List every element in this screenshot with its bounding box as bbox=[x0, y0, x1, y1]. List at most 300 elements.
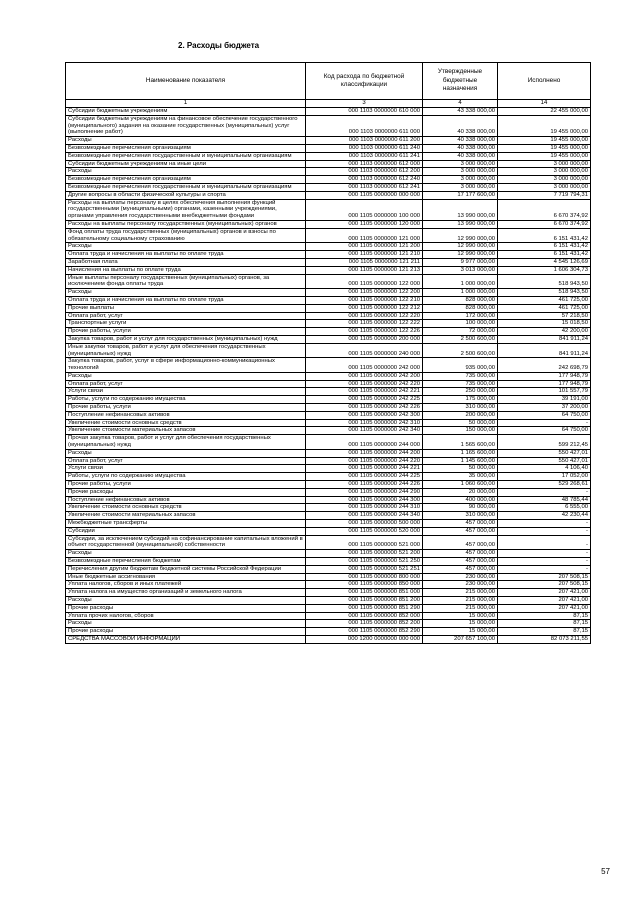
cell-name: Расходы bbox=[66, 597, 306, 605]
cell-approved: 1 000 000,00 bbox=[423, 274, 498, 289]
cell-name: Оплата работ, услуг bbox=[66, 380, 306, 388]
cell-name: Безвозмездные перечисления организациям bbox=[66, 176, 306, 184]
cell-approved: 43 338 000,00 bbox=[423, 108, 498, 116]
table-row bbox=[66, 266, 591, 274]
cell-approved: 457 000,00 bbox=[423, 558, 498, 566]
cell-executed: 3 000 000,00 bbox=[498, 183, 591, 191]
column-number-row bbox=[66, 100, 591, 108]
cell-name: Расходы bbox=[66, 243, 306, 251]
cell-code: 000 1103 0000000 611 240 bbox=[306, 144, 423, 152]
cell-code: 000 1105 0000000 242 310 bbox=[306, 419, 423, 427]
table-row bbox=[66, 488, 591, 496]
cell-name: Увеличение стоимости основных средств bbox=[66, 419, 306, 427]
cell-approved: 15 000,00 bbox=[423, 612, 498, 620]
cell-approved: 172 000,00 bbox=[423, 312, 498, 320]
table-row bbox=[66, 312, 591, 320]
cell-name: Иные выплаты персоналу государственных (муниципальных) органов, за исключением фонда оплаты труда bbox=[66, 274, 306, 289]
cell-code: 000 1105 0000000 122 000 bbox=[306, 274, 423, 289]
table-row bbox=[66, 160, 591, 168]
cell-name: Увеличение стоимости основных средств bbox=[66, 504, 306, 512]
column-number: 3 bbox=[306, 100, 423, 108]
cell-name: Субсидии бюджетным учреждениям bbox=[66, 108, 306, 116]
cell-name: Расходы bbox=[66, 372, 306, 380]
cell-executed: 550 427,01 bbox=[498, 457, 591, 465]
column-number: 14 bbox=[498, 100, 591, 108]
cell-name: Закупка товаров, работ и услуг для государственных (муниципальных) нужд bbox=[66, 335, 306, 343]
cell-code: 000 1105 0000000 851 290 bbox=[306, 604, 423, 612]
cell-approved: 457 000,00 bbox=[423, 520, 498, 528]
cell-executed: 529 268,61 bbox=[498, 481, 591, 489]
cell-approved: 90 000,00 bbox=[423, 504, 498, 512]
page-number: 57 bbox=[601, 867, 610, 876]
cell-name: Услуги связи bbox=[66, 465, 306, 473]
cell-approved: 3 013 000,00 bbox=[423, 266, 498, 274]
cell-code: 000 1105 0000000 122 212 bbox=[306, 304, 423, 312]
cell-approved: 15 000,00 bbox=[423, 628, 498, 636]
cell-approved: 207 657 100,00 bbox=[423, 635, 498, 643]
cell-approved: 935 000,00 bbox=[423, 358, 498, 373]
cell-code: 000 1105 0000000 851 000 bbox=[306, 589, 423, 597]
cell-executed: 6 670 374,92 bbox=[498, 199, 591, 220]
cell-approved: 310 000,00 bbox=[423, 512, 498, 520]
cell-executed: - bbox=[498, 527, 591, 535]
cell-name: Расходы bbox=[66, 449, 306, 457]
table-row bbox=[66, 612, 591, 620]
cell-approved: 215 000,00 bbox=[423, 604, 498, 612]
cell-approved: 3 000 000,00 bbox=[423, 176, 498, 184]
cell-name: Субсидии бюджетным учреждениям на иные цели bbox=[66, 160, 306, 168]
cell-approved: 150 000,00 bbox=[423, 427, 498, 435]
table-row bbox=[66, 108, 591, 116]
cell-approved: 1 000 000,00 bbox=[423, 289, 498, 297]
cell-approved: 12 990 000,00 bbox=[423, 228, 498, 243]
cell-name: Работы, услуги по содержанию имущества bbox=[66, 396, 306, 404]
cell-approved: 828 000,00 bbox=[423, 296, 498, 304]
cell-executed: 6 151 431,42 bbox=[498, 228, 591, 243]
cell-code: 000 1105 0000000 521 250 bbox=[306, 558, 423, 566]
cell-name: Межбюджетные трансферты bbox=[66, 520, 306, 528]
cell-executed: 15 018,50 bbox=[498, 320, 591, 328]
cell-executed: 82 073 211,55 bbox=[498, 635, 591, 643]
cell-executed: - bbox=[498, 419, 591, 427]
cell-executed: 101 557,79 bbox=[498, 388, 591, 396]
table-row bbox=[66, 274, 591, 289]
cell-executed: 207 508,15 bbox=[498, 581, 591, 589]
cell-code: 000 1103 0000000 611 000 bbox=[306, 115, 423, 136]
cell-approved: 12 990 000,00 bbox=[423, 243, 498, 251]
table-row bbox=[66, 152, 591, 160]
cell-executed: 19 455 000,00 bbox=[498, 144, 591, 152]
cell-executed: 64 750,00 bbox=[498, 411, 591, 419]
cell-approved: 50 000,00 bbox=[423, 465, 498, 473]
cell-executed: 518 943,50 bbox=[498, 289, 591, 297]
cell-code: 000 1105 0000000 521 251 bbox=[306, 565, 423, 573]
cell-code: 000 1105 0000000 122 200 bbox=[306, 289, 423, 297]
cell-code: 000 1105 0000000 122 222 bbox=[306, 320, 423, 328]
table-row bbox=[66, 550, 591, 558]
cell-approved: 828 000,00 bbox=[423, 304, 498, 312]
cell-name: Безвозмездные перечисления бюджетам bbox=[66, 558, 306, 566]
cell-approved: 3 000 000,00 bbox=[423, 160, 498, 168]
cell-approved: 40 338 000,00 bbox=[423, 115, 498, 136]
cell-approved: 1 565 600,00 bbox=[423, 435, 498, 450]
table-row bbox=[66, 457, 591, 465]
cell-code: 000 1103 0000000 610 000 bbox=[306, 108, 423, 116]
cell-code: 000 1105 0000000 244 300 bbox=[306, 496, 423, 504]
cell-name: Поступление нефинансовых активов bbox=[66, 411, 306, 419]
section-title: 2. Расходы бюджета bbox=[178, 41, 260, 50]
table-row bbox=[66, 258, 591, 266]
cell-name: Увеличение стоимости материальных запасов bbox=[66, 427, 306, 435]
cell-approved: 2 500 600,00 bbox=[423, 335, 498, 343]
table-row bbox=[66, 504, 591, 512]
cell-name: Прочие расходы bbox=[66, 488, 306, 496]
cell-executed: 17 052,00 bbox=[498, 473, 591, 481]
table-row bbox=[66, 320, 591, 328]
cell-code: 000 1105 0000000 800 000 bbox=[306, 573, 423, 581]
table-row bbox=[66, 388, 591, 396]
cell-executed: 22 455 000,00 bbox=[498, 108, 591, 116]
table-row bbox=[66, 635, 591, 643]
cell-code: 000 1105 0000000 242 226 bbox=[306, 404, 423, 412]
cell-name: Расходы на выплаты персоналу государственных (муниципальных) органов bbox=[66, 220, 306, 228]
table-row bbox=[66, 220, 591, 228]
header-code: Код расхода по бюджетной классификации bbox=[306, 63, 423, 100]
table-row bbox=[66, 435, 591, 450]
cell-executed: 64 750,00 bbox=[498, 427, 591, 435]
cell-name: Прочие расходы bbox=[66, 604, 306, 612]
cell-name: Расходы bbox=[66, 168, 306, 176]
expenditure-table bbox=[65, 62, 591, 644]
cell-executed: 3 000 000,00 bbox=[498, 168, 591, 176]
table-row bbox=[66, 620, 591, 628]
cell-code: 000 1105 0000000 121 211 bbox=[306, 258, 423, 266]
cell-name: Расходы bbox=[66, 620, 306, 628]
table-row bbox=[66, 481, 591, 489]
cell-approved: 72 000,00 bbox=[423, 328, 498, 336]
cell-code: 000 1103 0000000 611 241 bbox=[306, 152, 423, 160]
cell-name: Безвозмездные перечисления государственным и муниципальным организациям bbox=[66, 183, 306, 191]
cell-code: 000 1105 0000000 521 200 bbox=[306, 550, 423, 558]
cell-code: 000 1103 0000000 612 200 bbox=[306, 168, 423, 176]
cell-executed: 42 230,44 bbox=[498, 512, 591, 520]
cell-name: Прочие работы, услуги bbox=[66, 328, 306, 336]
table-row bbox=[66, 144, 591, 152]
cell-name: Закупка товаров, работ, услуг в сфере информационно-коммуникационных технологий bbox=[66, 358, 306, 373]
cell-name: Расходы на выплаты персоналу в целях обеспечения выполнения функций государственными (муниципальными) органами, казенными учреждениями, органами управления государственными внебюджетными фондами bbox=[66, 199, 306, 220]
cell-approved: 3 000 000,00 bbox=[423, 183, 498, 191]
cell-approved: 13 990 000,00 bbox=[423, 220, 498, 228]
cell-name: Другие вопросы в области физической культуры и спорта bbox=[66, 191, 306, 199]
table-row bbox=[66, 199, 591, 220]
column-number: 4 bbox=[423, 100, 498, 108]
cell-name: Фонд оплаты труда государственных (муниципальных) органов и взносы по обязательному социальному страхованию bbox=[66, 228, 306, 243]
cell-code: 000 1105 0000000 242 221 bbox=[306, 388, 423, 396]
cell-executed: 242 698,79 bbox=[498, 358, 591, 373]
table-row bbox=[66, 168, 591, 176]
cell-executed: - bbox=[498, 520, 591, 528]
cell-executed: 7 719 794,31 bbox=[498, 191, 591, 199]
table-row bbox=[66, 328, 591, 336]
table-row bbox=[66, 296, 591, 304]
cell-code: 000 1105 0000000 244 000 bbox=[306, 435, 423, 450]
cell-executed: 841 911,24 bbox=[498, 343, 591, 358]
cell-executed: 461 725,00 bbox=[498, 304, 591, 312]
cell-name: Прочие выплаты bbox=[66, 304, 306, 312]
cell-code: 000 1105 0000000 244 225 bbox=[306, 473, 423, 481]
cell-approved: 13 990 000,00 bbox=[423, 199, 498, 220]
table-row bbox=[66, 573, 591, 581]
cell-code: 000 1105 0000000 521 000 bbox=[306, 535, 423, 550]
cell-executed: - bbox=[498, 565, 591, 573]
table-row bbox=[66, 427, 591, 435]
cell-code: 000 1105 0000000 100 000 bbox=[306, 199, 423, 220]
cell-name: Уплата прочих налогов, сборов bbox=[66, 612, 306, 620]
cell-approved: 457 000,00 bbox=[423, 565, 498, 573]
cell-approved: 215 000,00 bbox=[423, 597, 498, 605]
cell-name: Поступление нефинансовых активов bbox=[66, 496, 306, 504]
cell-executed: 207 508,15 bbox=[498, 573, 591, 581]
cell-name: Оплата труда и начисления на выплаты по оплате труда bbox=[66, 251, 306, 259]
cell-executed: 19 455 000,00 bbox=[498, 137, 591, 145]
cell-approved: 35 000,00 bbox=[423, 473, 498, 481]
cell-approved: 40 338 000,00 bbox=[423, 144, 498, 152]
cell-code: 000 1105 0000000 500 000 bbox=[306, 520, 423, 528]
cell-executed: 6 670 374,92 bbox=[498, 220, 591, 228]
cell-approved: 457 000,00 bbox=[423, 550, 498, 558]
table-row bbox=[66, 520, 591, 528]
cell-name: Оплата работ, услуг bbox=[66, 457, 306, 465]
cell-name: Прочие работы, услуги bbox=[66, 404, 306, 412]
cell-code: 000 1105 0000000 244 310 bbox=[306, 504, 423, 512]
cell-code: 000 1103 0000000 612 000 bbox=[306, 160, 423, 168]
cell-approved: 230 000,00 bbox=[423, 573, 498, 581]
table-row bbox=[66, 380, 591, 388]
cell-code: 000 1105 0000000 000 000 bbox=[306, 191, 423, 199]
cell-approved: 200 000,00 bbox=[423, 411, 498, 419]
table-row bbox=[66, 604, 591, 612]
cell-executed: 48 785,44 bbox=[498, 496, 591, 504]
cell-name: Начисления на выплаты по оплате труда bbox=[66, 266, 306, 274]
cell-executed: - bbox=[498, 535, 591, 550]
cell-executed: 87,15 bbox=[498, 612, 591, 620]
cell-executed: 87,15 bbox=[498, 628, 591, 636]
header-executed: Исполнено bbox=[498, 63, 591, 100]
cell-name: Уплата налога на имущество организаций и земельного налога bbox=[66, 589, 306, 597]
column-number: 1 bbox=[66, 100, 306, 108]
cell-approved: 230 000,00 bbox=[423, 581, 498, 589]
cell-approved: 20 000,00 bbox=[423, 488, 498, 496]
cell-executed: 518 943,50 bbox=[498, 274, 591, 289]
cell-approved: 310 000,00 bbox=[423, 404, 498, 412]
cell-code: 000 1105 0000000 520 000 bbox=[306, 527, 423, 535]
cell-name: СРЕДСТВА МАССОВОЙ ИНФОРМАЦИИ bbox=[66, 635, 306, 643]
cell-executed: 3 000 000,00 bbox=[498, 160, 591, 168]
table-row bbox=[66, 411, 591, 419]
cell-approved: 400 000,00 bbox=[423, 496, 498, 504]
cell-executed: 3 000 000,00 bbox=[498, 176, 591, 184]
cell-approved: 40 338 000,00 bbox=[423, 152, 498, 160]
cell-approved: 100 000,00 bbox=[423, 320, 498, 328]
table-header-row bbox=[66, 63, 591, 100]
cell-approved: 250 000,00 bbox=[423, 388, 498, 396]
cell-name: Прочие расходы bbox=[66, 628, 306, 636]
cell-name: Прочие работы, услуги bbox=[66, 481, 306, 489]
cell-name: Субсидии, за исключением субсидий на софинансирование капитальных вложений в объект государственной (муниципальной) собственности bbox=[66, 535, 306, 550]
cell-executed: 19 455 000,00 bbox=[498, 152, 591, 160]
cell-name: Перечисления другим бюджетам бюджетной системы Российской Федерации bbox=[66, 565, 306, 573]
table-row bbox=[66, 449, 591, 457]
cell-executed: 550 427,01 bbox=[498, 449, 591, 457]
cell-name: Прочая закупка товаров, работ и услуг для обеспечения государственных (муниципальных) нужд bbox=[66, 435, 306, 450]
cell-name: Увеличение стоимости материальных запасов bbox=[66, 512, 306, 520]
cell-executed: 599 212,45 bbox=[498, 435, 591, 450]
cell-code: 000 1105 0000000 851 200 bbox=[306, 597, 423, 605]
cell-code: 000 1105 0000000 242 340 bbox=[306, 427, 423, 435]
table-row bbox=[66, 183, 591, 191]
table-row bbox=[66, 527, 591, 535]
table-row bbox=[66, 304, 591, 312]
table-row bbox=[66, 473, 591, 481]
header-approved: Утвержденные бюджетные назначения bbox=[423, 63, 498, 100]
cell-code: 000 1103 0000000 611 200 bbox=[306, 137, 423, 145]
table-row bbox=[66, 465, 591, 473]
cell-executed: 87,15 bbox=[498, 620, 591, 628]
table-row bbox=[66, 251, 591, 259]
table-row bbox=[66, 243, 591, 251]
cell-name: Работы, услуги по содержанию имущества bbox=[66, 473, 306, 481]
cell-executed: 57 218,50 bbox=[498, 312, 591, 320]
table-row bbox=[66, 404, 591, 412]
cell-code: 000 1105 0000000 242 300 bbox=[306, 411, 423, 419]
table-row bbox=[66, 228, 591, 243]
table-row bbox=[66, 335, 591, 343]
cell-executed: 461 725,00 bbox=[498, 296, 591, 304]
table-row bbox=[66, 496, 591, 504]
cell-code: 000 1103 0000000 612 240 bbox=[306, 176, 423, 184]
cell-name: Оплата работ, услуг bbox=[66, 312, 306, 320]
cell-name: Транспортные услуги bbox=[66, 320, 306, 328]
table-row bbox=[66, 372, 591, 380]
table-row bbox=[66, 512, 591, 520]
cell-executed: 841 911,24 bbox=[498, 335, 591, 343]
cell-approved: 15 000,00 bbox=[423, 620, 498, 628]
cell-approved: 175 000,00 bbox=[423, 396, 498, 404]
cell-name: Безвозмездные перечисления государственным и муниципальным организациям bbox=[66, 152, 306, 160]
cell-code: 000 1105 0000000 244 220 bbox=[306, 457, 423, 465]
cell-approved: 2 500 600,00 bbox=[423, 343, 498, 358]
cell-code: 000 1105 0000000 244 226 bbox=[306, 481, 423, 489]
cell-approved: 40 338 000,00 bbox=[423, 137, 498, 145]
table-row bbox=[66, 191, 591, 199]
cell-executed: 177 948,79 bbox=[498, 380, 591, 388]
table-row bbox=[66, 597, 591, 605]
cell-approved: 50 000,00 bbox=[423, 419, 498, 427]
cell-executed: 177 948,79 bbox=[498, 372, 591, 380]
cell-name: Иные закупки товаров, работ и услуг для обеспечения государственных (муниципальных) нужд bbox=[66, 343, 306, 358]
cell-executed: 37 200,00 bbox=[498, 404, 591, 412]
cell-code: 000 1105 0000000 244 290 bbox=[306, 488, 423, 496]
cell-executed: - bbox=[498, 550, 591, 558]
cell-code: 000 1105 0000000 242 220 bbox=[306, 380, 423, 388]
cell-name: Заработная плата bbox=[66, 258, 306, 266]
cell-executed: 42 200,00 bbox=[498, 328, 591, 336]
cell-code: 000 1105 0000000 121 000 bbox=[306, 228, 423, 243]
cell-approved: 1 145 600,00 bbox=[423, 457, 498, 465]
cell-code: 000 1105 0000000 122 220 bbox=[306, 312, 423, 320]
cell-approved: 12 990 000,00 bbox=[423, 251, 498, 259]
cell-name: Услуги связи bbox=[66, 388, 306, 396]
table-row bbox=[66, 628, 591, 636]
cell-code: 000 1105 0000000 200 000 bbox=[306, 335, 423, 343]
cell-name: Безвозмездные перечисления организациям bbox=[66, 144, 306, 152]
cell-approved: 457 000,00 bbox=[423, 527, 498, 535]
table-row bbox=[66, 289, 591, 297]
table-row bbox=[66, 176, 591, 184]
cell-executed: 6 151 431,42 bbox=[498, 243, 591, 251]
cell-code: 000 1103 0000000 612 241 bbox=[306, 183, 423, 191]
table-row bbox=[66, 535, 591, 550]
table-row bbox=[66, 396, 591, 404]
cell-name: Субсидии бюджетным учреждениям на финансовое обеспечение государственного (муниципального) задания на оказание государственных (муниципальных) услуг (выполнение работ) bbox=[66, 115, 306, 136]
cell-code: 000 1105 0000000 240 000 bbox=[306, 343, 423, 358]
cell-approved: 9 977 000,00 bbox=[423, 258, 498, 266]
cell-code: 000 1105 0000000 122 226 bbox=[306, 328, 423, 336]
cell-approved: 735 000,00 bbox=[423, 380, 498, 388]
table-row bbox=[66, 343, 591, 358]
cell-name: Субсидии bbox=[66, 527, 306, 535]
cell-approved: 3 000 000,00 bbox=[423, 168, 498, 176]
cell-executed: 4 545 126,69 bbox=[498, 258, 591, 266]
cell-code: 000 1105 0000000 121 210 bbox=[306, 251, 423, 259]
cell-code: 000 1200 0000000 000 000 bbox=[306, 635, 423, 643]
cell-approved: 1 165 600,00 bbox=[423, 449, 498, 457]
cell-approved: 735 000,00 bbox=[423, 372, 498, 380]
cell-executed: 4 106,40 bbox=[498, 465, 591, 473]
cell-executed: 39 191,00 bbox=[498, 396, 591, 404]
cell-executed: 6 151 431,42 bbox=[498, 251, 591, 259]
cell-code: 000 1105 0000000 242 200 bbox=[306, 372, 423, 380]
table-row bbox=[66, 565, 591, 573]
cell-executed: 19 455 000,00 bbox=[498, 115, 591, 136]
table-row bbox=[66, 358, 591, 373]
cell-code: 000 1105 0000000 122 210 bbox=[306, 296, 423, 304]
cell-code: 000 1105 0000000 852 290 bbox=[306, 628, 423, 636]
cell-code: 000 1105 0000000 120 000 bbox=[306, 220, 423, 228]
cell-executed: - bbox=[498, 488, 591, 496]
table-row bbox=[66, 419, 591, 427]
cell-code: 000 1105 0000000 121 213 bbox=[306, 266, 423, 274]
cell-approved: 17 177 600,00 bbox=[423, 191, 498, 199]
cell-name: Иные бюджетные ассигнования bbox=[66, 573, 306, 581]
cell-code: 000 1105 0000000 242 225 bbox=[306, 396, 423, 404]
cell-code: 000 1105 0000000 244 340 bbox=[306, 512, 423, 520]
cell-name: Расходы bbox=[66, 289, 306, 297]
table-row bbox=[66, 581, 591, 589]
cell-name: Расходы bbox=[66, 137, 306, 145]
cell-executed: 6 555,00 bbox=[498, 504, 591, 512]
cell-approved: 457 000,00 bbox=[423, 535, 498, 550]
cell-name: Уплата налогов, сборов и иных платежей bbox=[66, 581, 306, 589]
cell-executed: - bbox=[498, 558, 591, 566]
cell-code: 000 1105 0000000 852 200 bbox=[306, 620, 423, 628]
cell-name: Оплата труда и начисления на выплаты по оплате труда bbox=[66, 296, 306, 304]
cell-approved: 215 000,00 bbox=[423, 589, 498, 597]
table-body bbox=[66, 108, 591, 644]
cell-code: 000 1105 0000000 121 200 bbox=[306, 243, 423, 251]
cell-name: Расходы bbox=[66, 550, 306, 558]
table-row bbox=[66, 558, 591, 566]
